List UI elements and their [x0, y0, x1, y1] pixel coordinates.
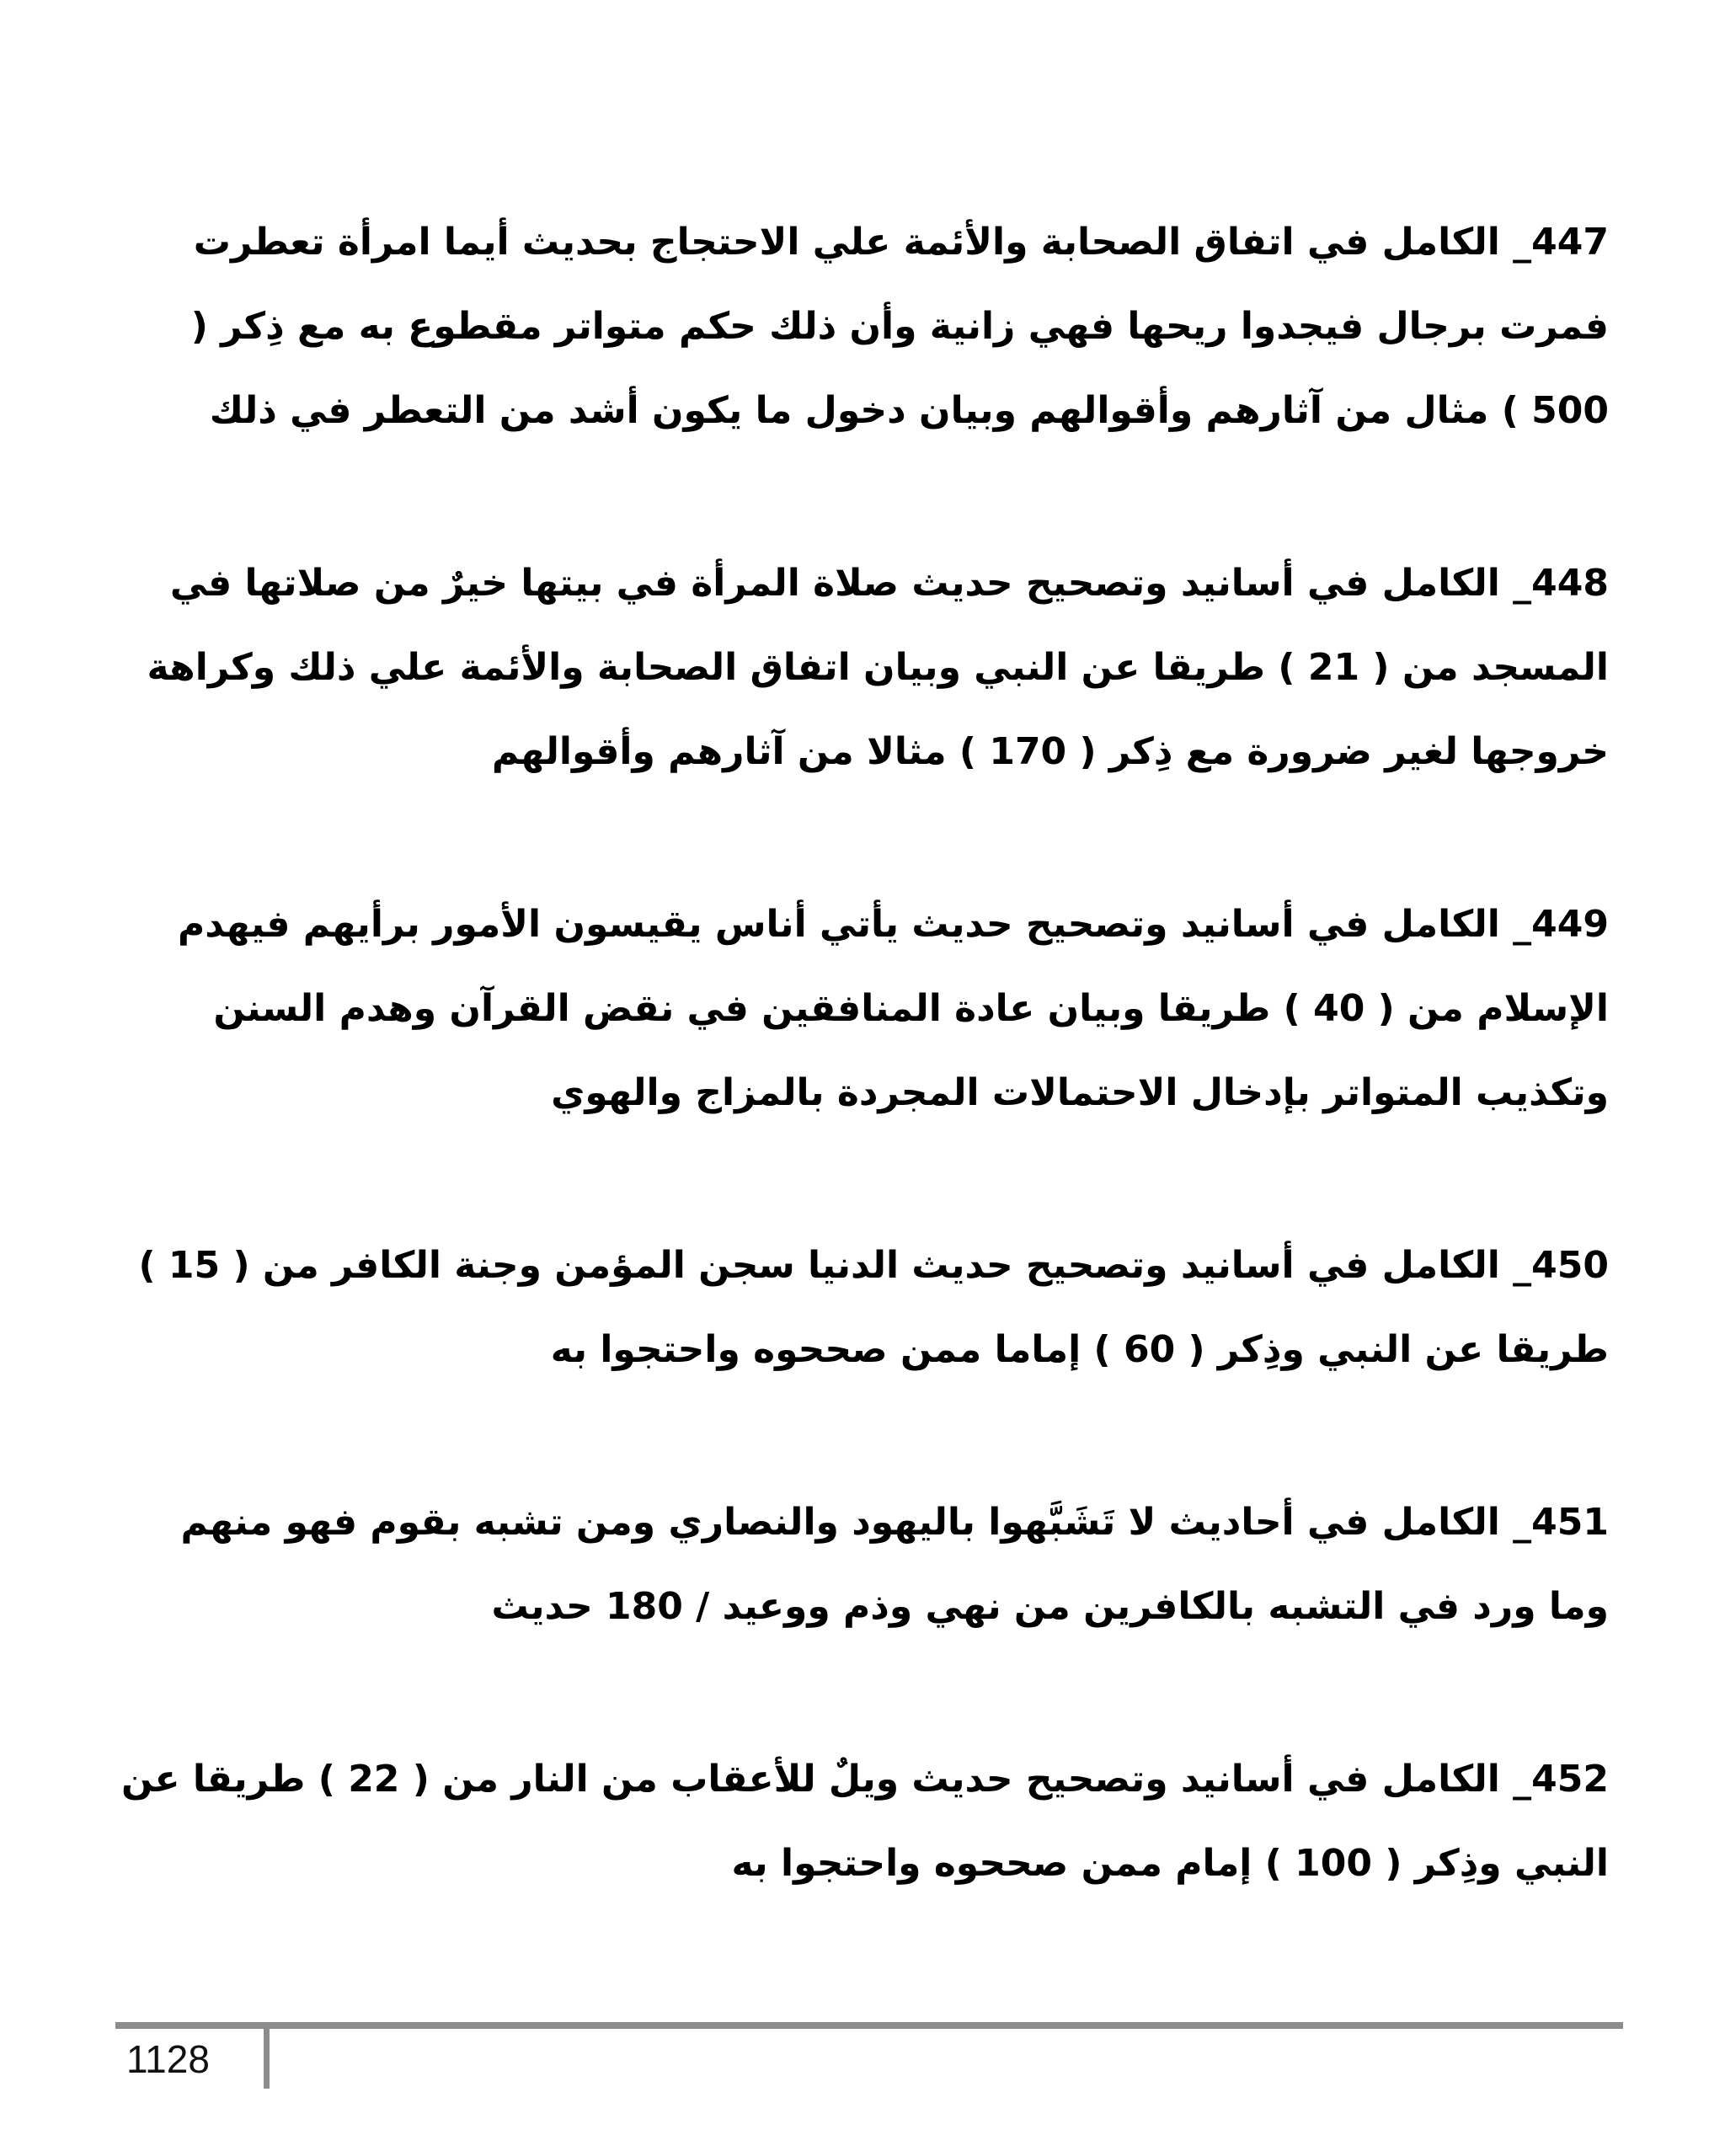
entry-list — [118, 200, 1609, 1994]
entry-447: 447_ الكامل في اتفاق الصحابة والأئمة علي الاحتجاج بحديث أيما امرأة تعطرت فمرت برجال فيجدوا ريحها فهي زانية وأن ذلك حكم متواتر مقطوع به مع ذِكر ( 500 ) مثال من آثارهم وأقوالهم وبيان دخول ما يكون أشد من التعطر في ذلك — [190, 221, 1609, 432]
entry-450: 450_ الكامل في أسانيد وتصحيح حديث الدنيا سجن المؤمن وجنة الكافر من ( 15 ) طريقا عن النبي وذِكر ( 60 ) إماما ممن صححوه واحتجوا به — [138, 1244, 1609, 1371]
entry-451: 451_ الكامل في أحاديث لا تَشَبَّهوا باليهود والنصاري ومن تشبه بقوم فهو منهم وما ورد في التشبه بالكافرين من نهي وذم ووعيد / 180 حديث — [180, 1501, 1609, 1628]
footer-rule — [115, 2022, 1623, 2029]
footer-divider — [264, 2028, 270, 2089]
page-number: 1128 — [126, 2037, 210, 2081]
entry-449: 449_ الكامل في أسانيد وتصحيح حديث يأتي أناس يقيسون الأمور برأيهم فيهدم الإسلام من ( 40 ) طريقا وبيان عادة المنافقين في نقض القرآن وهدم السنن وتكذيب المتواتر بإدخال الاحتمالات المجردة بالمزاج والهوي — [177, 903, 1609, 1114]
entry-452: 452_ الكامل في أسانيد وتصحيح حديث ويلٌ للأعقاب من النار من ( 22 ) طريقا عن النبي وذِكر ( 100 ) إمام ممن صححوه واحتجوا به — [120, 1758, 1609, 1885]
entry-448: 448_ الكامل في أسانيد وتصحيح حديث صلاة المرأة في بيتها خيرٌ من صلاتها في المسجد من ( 21 ) طريقا عن النبي وبيان اتفاق الصحابة والأئمة علي ذلك وكراهة خروجها لغير ضرورة مع ذِكر ( 170 ) مثالا من آثارهم وأقوالهم — [147, 562, 1609, 773]
